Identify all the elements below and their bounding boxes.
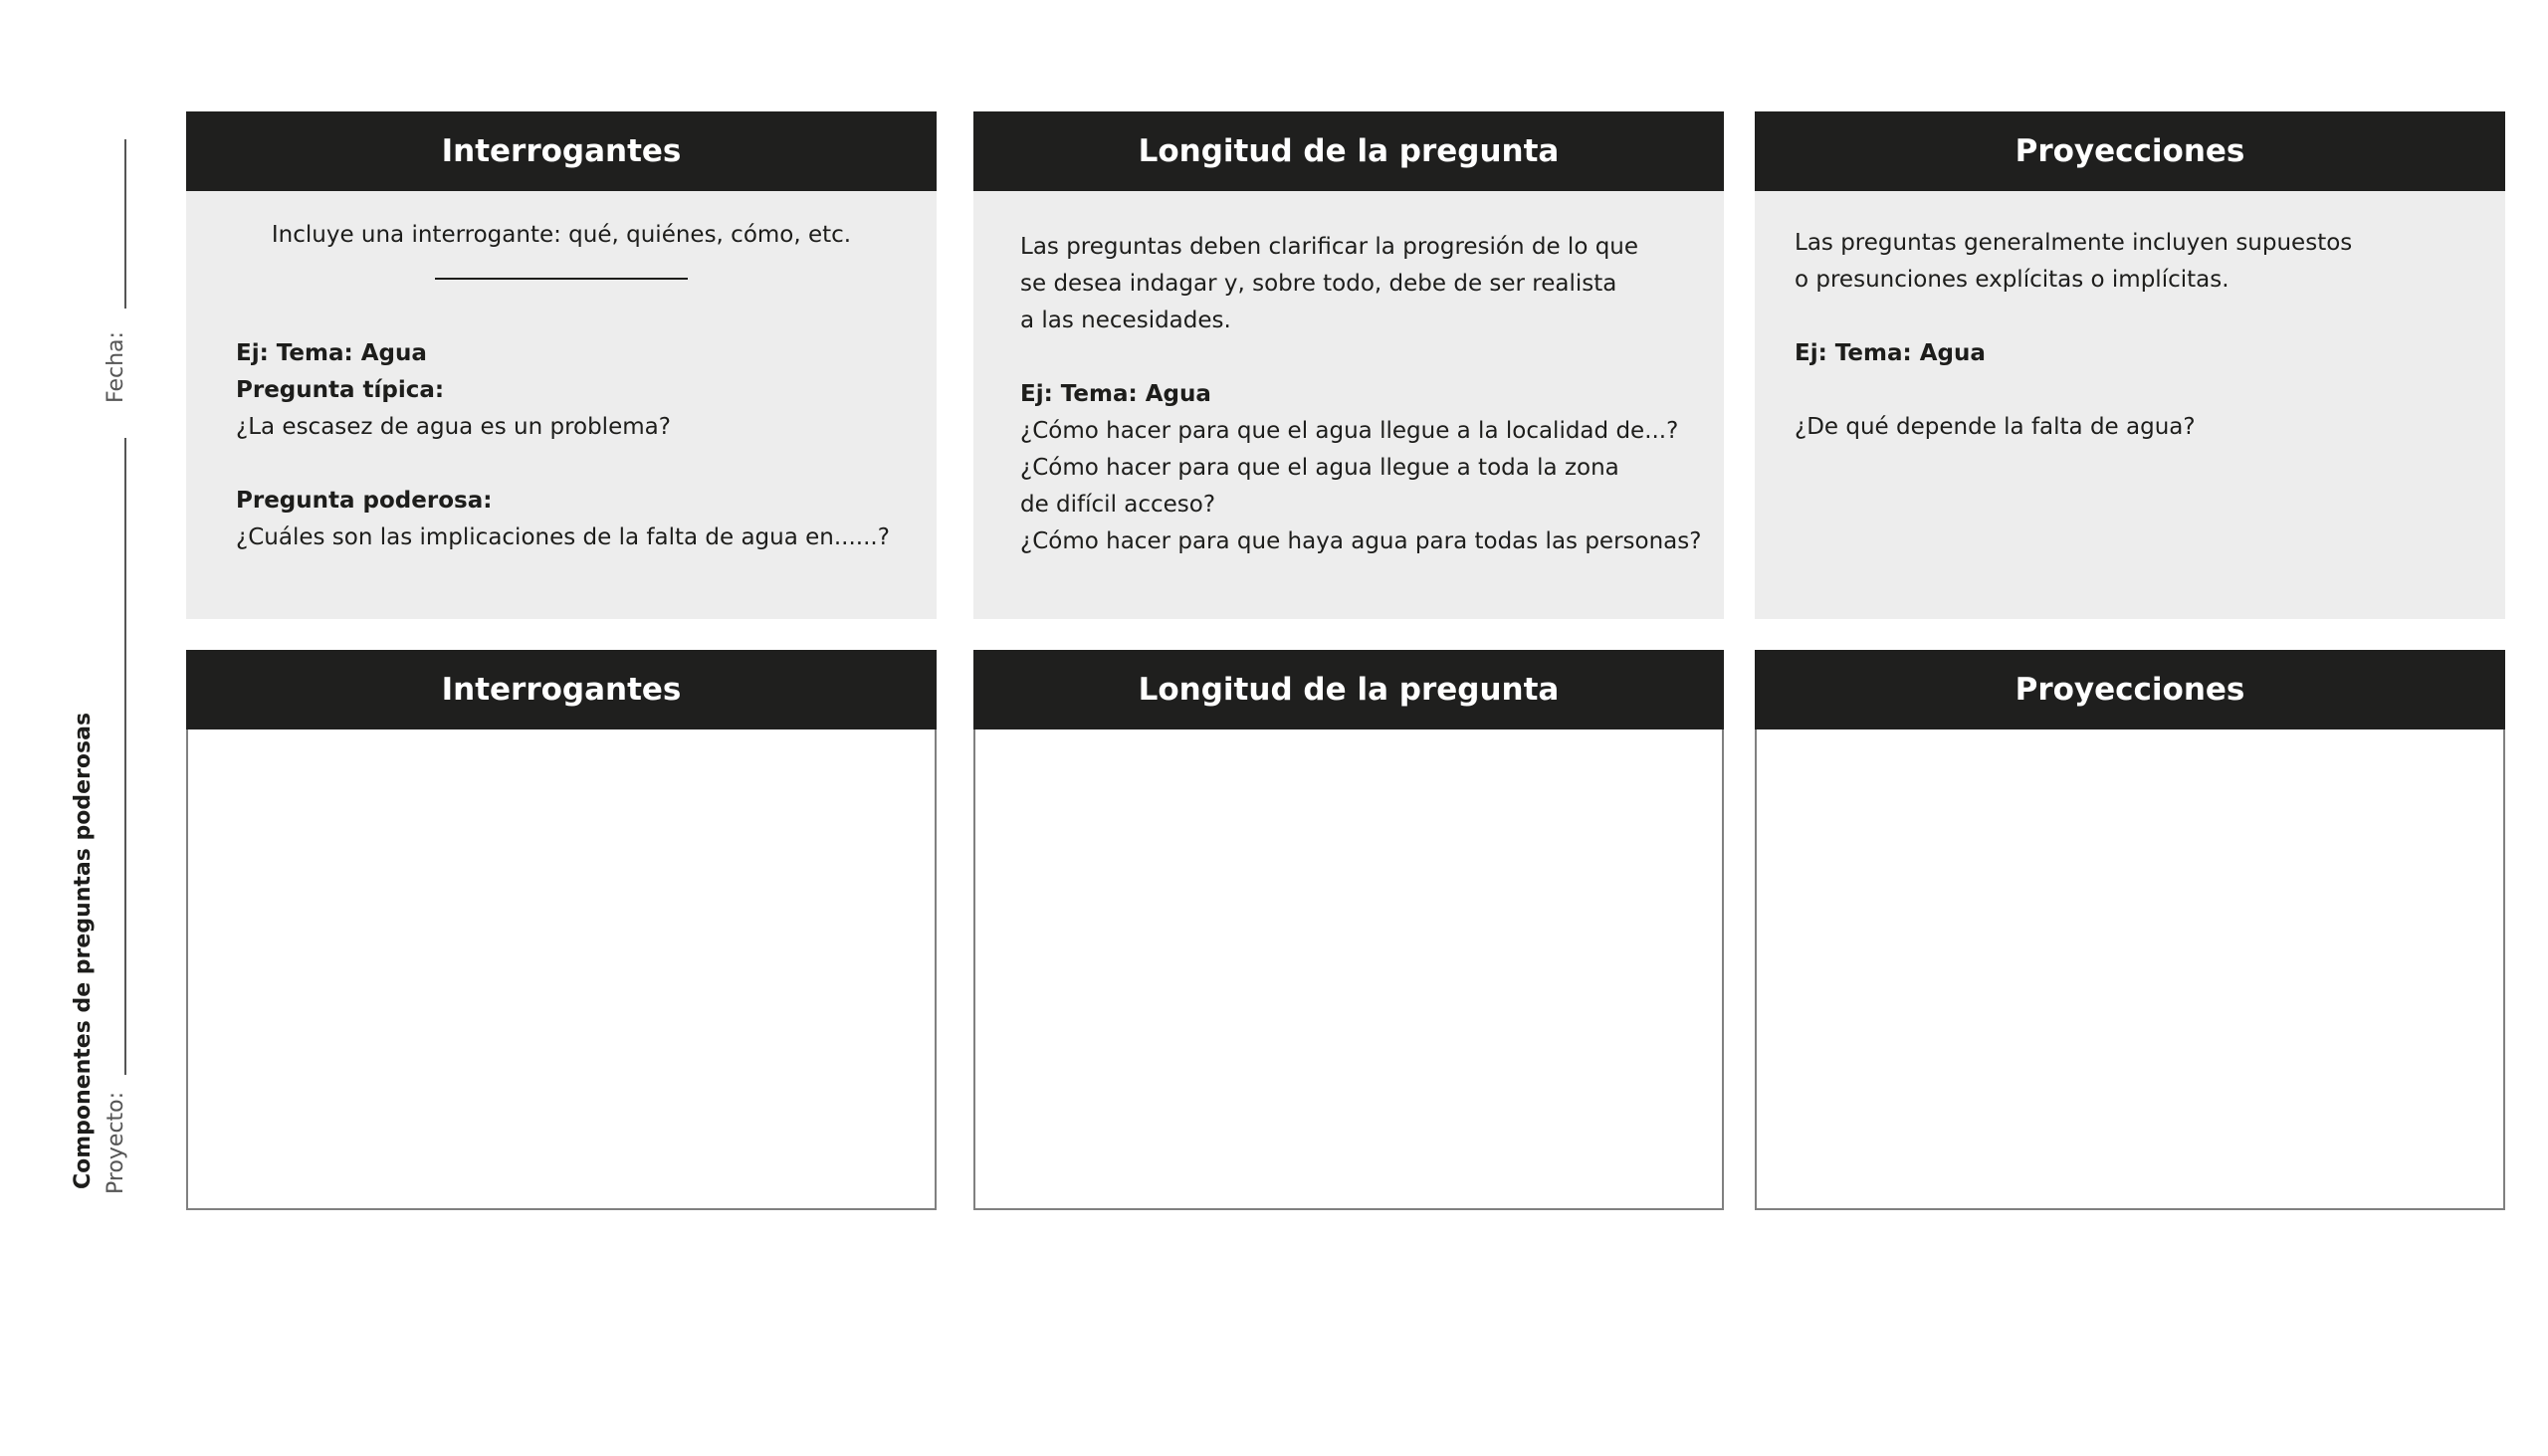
blank-writing-area[interactable] xyxy=(975,729,1722,1208)
card-title: Longitud de la pregunta xyxy=(973,111,1724,191)
card-title: Interrogantes xyxy=(186,650,937,729)
blank-card-longitud xyxy=(973,650,1724,1210)
example-question: ¿De qué depende la falta de agua? xyxy=(1795,414,2196,440)
blank-writing-area[interactable] xyxy=(1757,729,2503,1208)
powerful-question: ¿Cuáles son las implicaciones de la falta de agua en......? xyxy=(236,524,890,550)
blank-writing-area[interactable] xyxy=(188,729,935,1208)
example-line: ¿Cómo hacer para que el agua llegue a toda la zona xyxy=(1020,455,1619,481)
card-body xyxy=(1755,191,2505,619)
desc-line: Las preguntas deben clarificar la progresión de lo que xyxy=(1020,234,1639,260)
example-theme: Ej: Tema: Agua xyxy=(1020,381,1211,407)
example-theme: Ej: Tema: Agua xyxy=(236,340,427,366)
desc-line: se desea indagar y, sobre todo, debe de ser realista xyxy=(1020,271,1617,297)
example-line: ¿Cómo hacer para que haya agua para todas las personas? xyxy=(1020,528,1702,554)
desc-line: Las preguntas generalmente incluyen supuestos xyxy=(1795,230,2353,256)
example-line: ¿Cómo hacer para que el agua llegue a la localidad de...? xyxy=(1020,418,1679,444)
card-proyecciones xyxy=(1755,111,2505,619)
card-body xyxy=(186,191,937,619)
template-title: Componentes de preguntas poderosas xyxy=(71,712,96,1189)
card-title: Longitud de la pregunta xyxy=(973,650,1724,729)
blank-card-interrogantes xyxy=(186,650,937,1210)
card-body xyxy=(973,191,1724,619)
proyecto-line xyxy=(124,438,126,1075)
divider-line xyxy=(435,278,688,280)
blank-card-proyecciones xyxy=(1755,650,2505,1210)
card-interrogantes xyxy=(186,111,937,619)
fecha-line xyxy=(124,139,126,309)
fecha-label: Fecha: xyxy=(104,331,128,403)
example-theme: Ej: Tema: Agua xyxy=(1795,340,1986,366)
card-title: Proyecciones xyxy=(1755,650,2505,729)
desc-line: o presunciones explícitas o implícitas. xyxy=(1795,267,2230,293)
example-line: de difícil acceso? xyxy=(1020,492,1216,518)
powerful-label: Pregunta poderosa: xyxy=(236,488,493,514)
proyecto-label: Proyecto: xyxy=(104,1091,128,1194)
typical-question: ¿La escasez de agua es un problema? xyxy=(236,414,671,440)
card-title: Proyecciones xyxy=(1755,111,2505,191)
desc-line: a las necesidades. xyxy=(1020,308,1231,333)
card-title: Interrogantes xyxy=(186,111,937,191)
typical-label: Pregunta típica: xyxy=(236,377,445,403)
card-longitud xyxy=(973,111,1724,619)
card-intro: Incluye una interrogante: qué, quiénes, cómo, etc. xyxy=(271,222,852,248)
